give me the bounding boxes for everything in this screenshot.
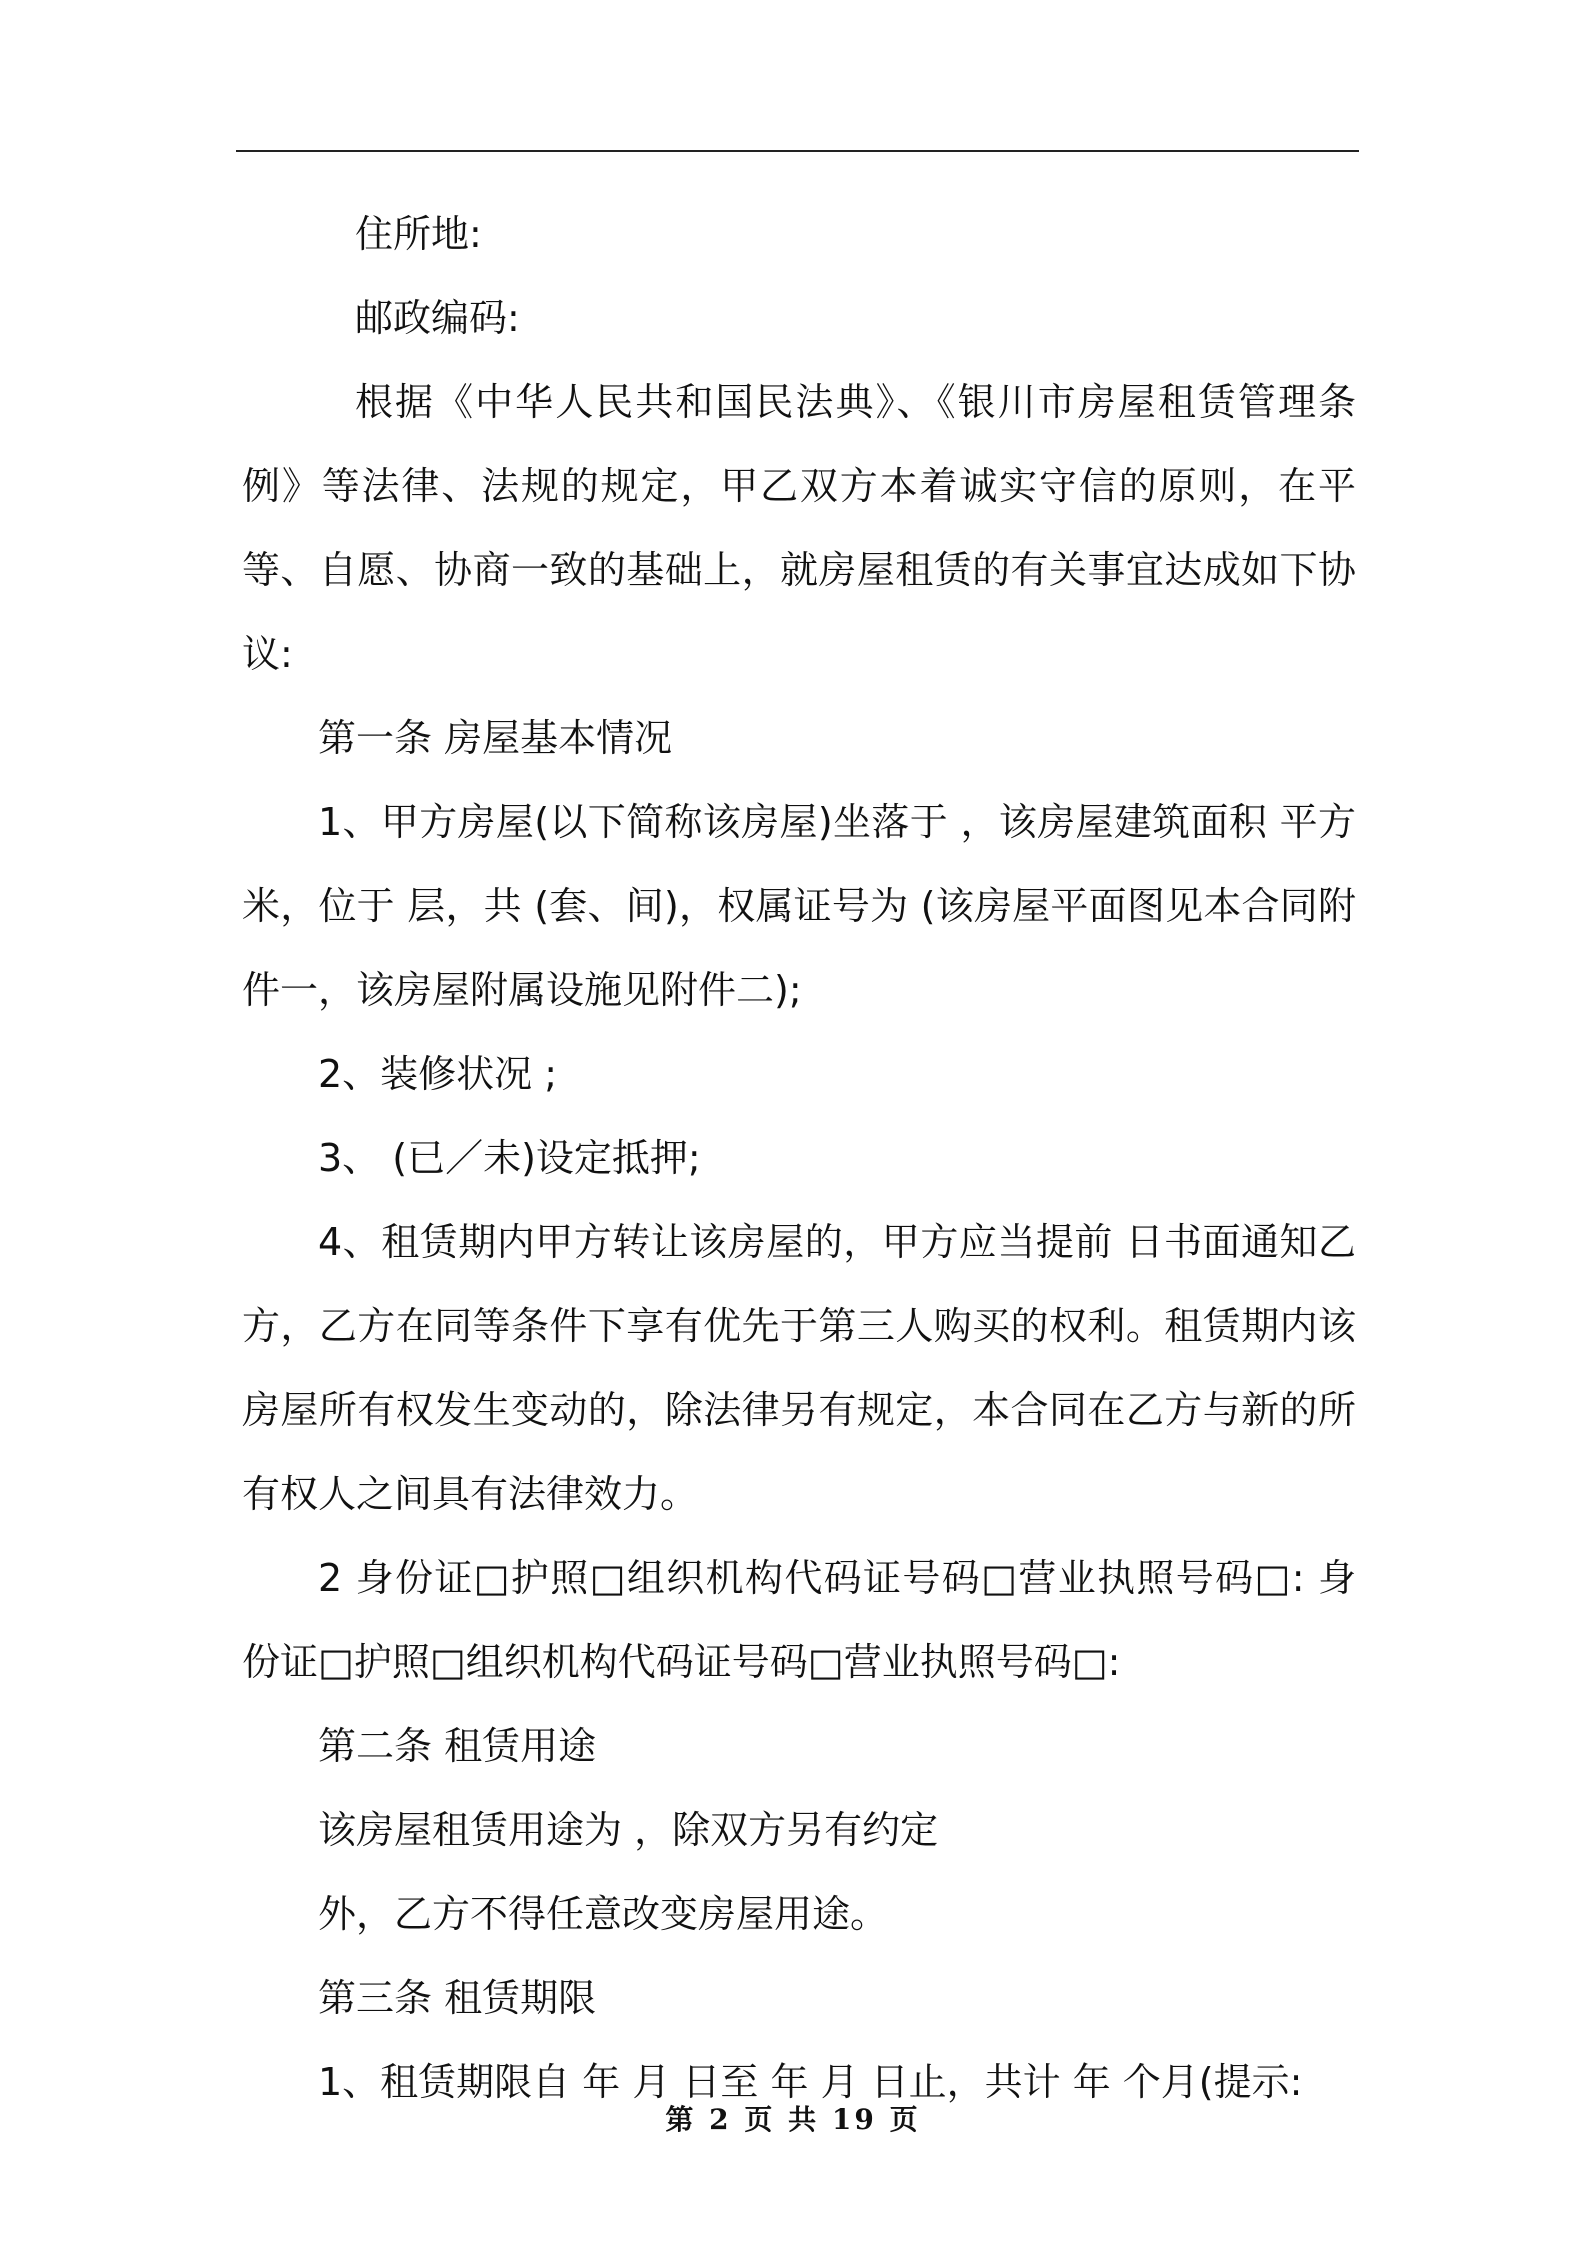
article-1-heading: 第一条 房屋基本情况	[318, 716, 673, 760]
header-rule	[236, 150, 1359, 152]
document-body	[242, 192, 1356, 2124]
article-2-heading: 第二条 租赁用途	[318, 1724, 597, 1768]
article-3-heading: 第三条 租赁期限	[318, 1976, 597, 2020]
paragraph-preamble: 根据《中华人民共和国民法典》、《银川市房屋租赁管理条例》等法律、法规的规定，甲乙双方本着诚实守信的原则，在平等、自愿、协商一致的基础上，就房屋租赁的有关事宜达成如下协议:	[242, 380, 1356, 676]
article-1-item-4: 4、租赁期内甲方转让该房屋的，甲方应当提前 日书面通知乙方，乙方在同等条件下享有优先于第三人购买的权利。租赁期内该房屋所有权发生变动的，除法律另有规定，本合同在乙方与新的所有权人之间具有法律效力。	[242, 1220, 1356, 1516]
article-1-item-3: 3、 (已／未)设定抵押;	[318, 1136, 701, 1180]
article-2-usage-cont: 外，乙方不得任意改变房屋用途。	[318, 1892, 889, 1936]
id-document-options: 2 身份证□护照□组织机构代码证号码□营业执照号码□: 身份证□护照□组织机构代码证号码□营业执照号码□:	[242, 1556, 1356, 1684]
article-1-item-1: 1、甲方房屋(以下简称该房屋)坐落于 ，该房屋建筑面积 平方米，位于 层，共 (套、间)，权属证号为 (该房屋平面图见本合同附件一，该房屋附属设施见附件二);	[242, 800, 1356, 1012]
paragraph-address: 住所地:	[355, 212, 482, 256]
article-1-item-2: 2、装修状况 ;	[318, 1052, 558, 1096]
article-3-item-1: 1、租赁期限自 年 月 日至 年 月 日止，共计 年 个月(提示:	[318, 2060, 1303, 2104]
page-number-footer: 第 2 页 共 19 页	[665, 2103, 921, 2136]
paragraph-postcode: 邮政编码:	[355, 296, 520, 340]
article-2-usage: 该房屋租赁用途为 ，除双方另有约定	[318, 1808, 939, 1852]
